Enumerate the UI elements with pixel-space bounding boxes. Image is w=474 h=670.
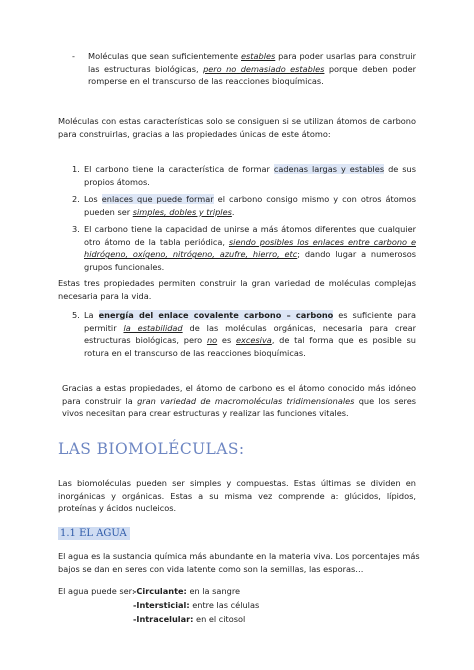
highlight-cadenas: cadenas largas y estables <box>273 164 385 174</box>
highlight-energia: energía del enlace covalente carbono – carbono <box>98 310 334 320</box>
subsection-heading: 1.1 EL AGUA <box>58 527 130 540</box>
underline-enlaces-posibles: siendo posibles los enlaces entre carbono e hidrógeno, oxígeno, nitrógeno, azufre, hierro, etc <box>84 236 416 260</box>
underline-pero-no: pero no demasiado estables <box>203 63 325 74</box>
highlight-enlaces: enlaces que puede formar <box>101 194 214 204</box>
water-item-intersticial: -Intersticial: entre las células <box>133 600 260 610</box>
paragraph-gracias: Gracias a estas propiedades, el átomo de carbono es el átomo conocido más idóneo para construir la gran variedad de macromoléculas tridimensionales que los seres vivos necesitan para crear estructuras y realizar las funciones vitales. <box>62 383 417 419</box>
list-item-5: 5. La energía del enlace covalente carbono – carbono es suficiente para permitir la estabilidad de las moléculas orgánicas, necesaria para crear estructuras biológicas, pero no es excesiva, de tal forma que es posible su rotura en el transcurso de las reacciones bioquímicas. <box>72 310 417 358</box>
bullet-item <box>72 50 417 88</box>
list-item-1: 1. El carbono tiene la característica de formar cadenas largas y estables de sus propios átomos. <box>72 164 416 187</box>
section-heading: LAS BIOMOLÉCULAS: <box>58 440 245 458</box>
underline-estables: estables <box>241 51 276 61</box>
italic-macromoleculas: gran variedad de macromoléculas tridimensionales <box>137 395 355 406</box>
underline-no: no <box>206 335 218 346</box>
bullet-dash: - <box>72 51 75 61</box>
bullet-text: Moléculas que sean suficientemente estables para poder usarlas para construir las estructuras biológicas, pero no demasiado estables porque deben poder romperse en el transcurso de las reacciones bioquímicas. <box>88 51 417 87</box>
water-item-intracelular: -Intracelular: en el citosol <box>133 614 246 624</box>
water-item-circulante: -Circulante: en la sangre <box>133 586 241 596</box>
underline-estabilidad: la estabilidad <box>123 322 183 333</box>
list-item-2: 2. Los enlaces que puede formar el carbono consigo mismo y con otros átomos pueden ser simples, dobles y triples. <box>72 194 417 217</box>
paragraph-biomoleculas: Las biomoléculas pueden ser simples y compuestas. Estas últimas se dividen en inorgánicas y orgánicas. Estas a su misma vez comprende a: glúcidos, lípidos, proteínas y ácidos nucleicos. <box>58 478 416 514</box>
water-lead: El agua puede ser: <box>58 586 135 596</box>
underline-excesiva: excesiva <box>235 335 272 346</box>
underline-simples: simples, dobles y triples <box>132 206 232 217</box>
paragraph-agua: El agua es la sustancia química más abundante en la materia viva. Los porcentajes más bajos se dan en seres con vida latente como son la semillas, las esporas… <box>58 551 420 574</box>
intro-paragraph: Moléculas con estas características solo se consiguen si se utilizan átomos de carbono para construirlas, gracias a las propiedades únicas de este átomo: <box>58 116 416 139</box>
paragraph-tres-propiedades: Estas tres propiedades permiten construir la gran variedad de moléculas complejas necesaria para la vida. <box>58 278 416 301</box>
list-item-3: 3. El carbono tiene la capacidad de unirse a más átomos diferentes que cualquier otro átomo de la tabla periódica, siendo posibles los enlaces entre carbono e hidrógeno, oxígeno, nitrógeno, azufre, hierro, etc; dando lugar a numerosos grupos funcionales. <box>72 224 417 272</box>
